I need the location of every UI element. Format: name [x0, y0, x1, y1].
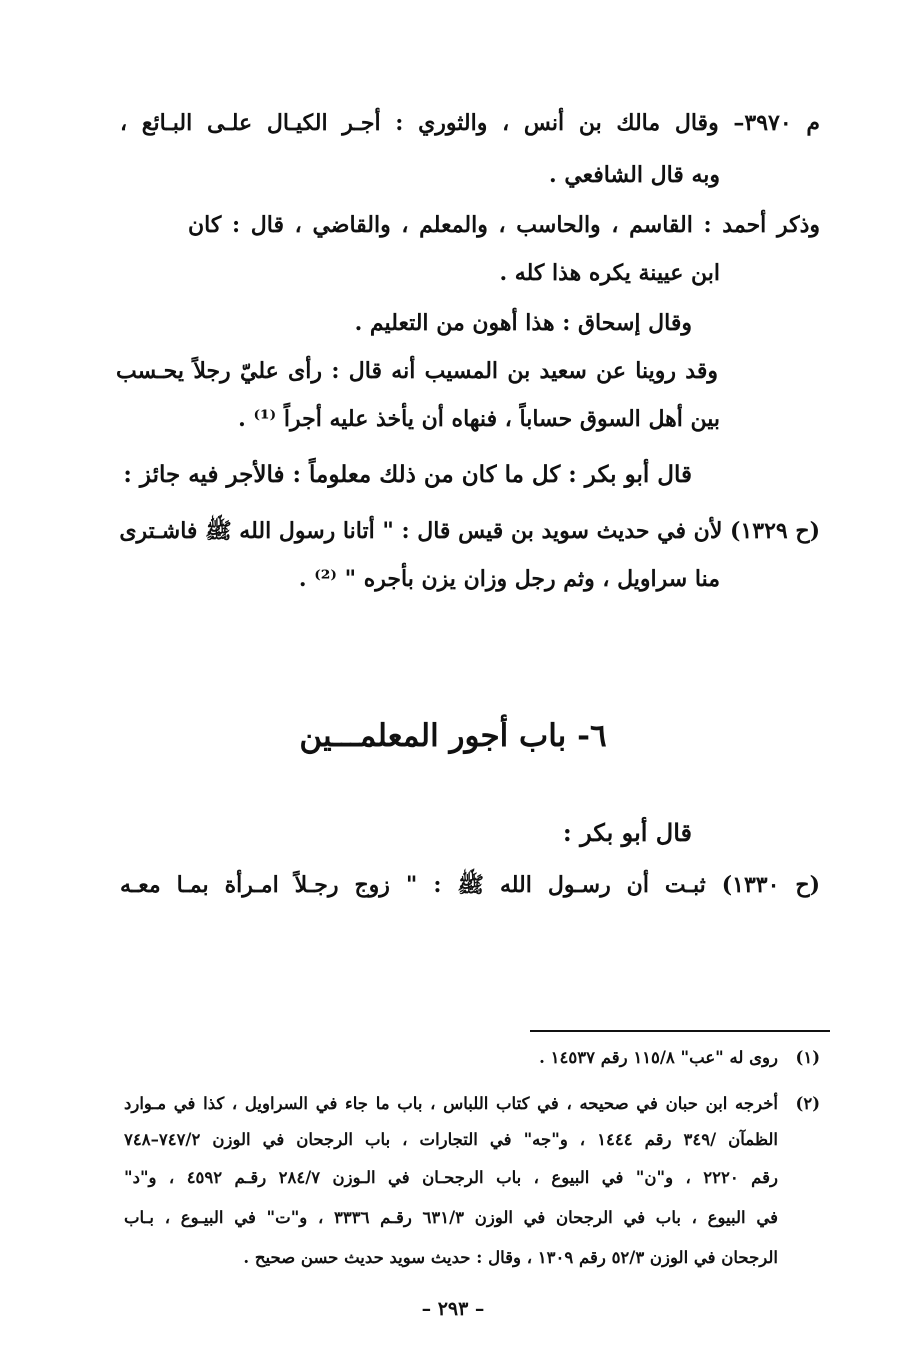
paragraph-2-line-1: وذكر أحمد : القاسم ، والحاسب ، والمعلم ، والقاضي ، قال : كان	[188, 212, 820, 238]
paragraph-5-line-1: قال أبو بكر : كل ما كان من ذلك معلوماً : فالأجر فيه جائز :	[123, 461, 692, 488]
paragraph-4-line-2: بين أهل السوق حساباً ، فنهاه أن يأخذ عليه أجراً ⁽¹⁾ .	[238, 406, 720, 432]
paragraph-1-line-1: م ٣٩٧٠– وقال مالك بن أنس ، والثوري : أجـر الكيـال علـى البـائع ،	[120, 110, 820, 136]
footnote-1-text: روى له "عب" ١١٥/٨ رقم ١٤٥٣٧ .	[539, 1048, 778, 1067]
footnote-separator	[530, 1030, 830, 1032]
footnote-2-number: (٢)	[795, 1094, 820, 1113]
paragraph-3-line-1: وقال إسحاق : هذا أهون من التعليم .	[354, 310, 692, 336]
footnote-1-number: (١)	[795, 1048, 820, 1067]
footnote-2-line-2: الظمآن /٣٤٩ رقم ١٤٤٤ ، و"جه" في التجارات ، باب الرجحان في الوزن ٧٤٧/٢–٧٤٨	[124, 1130, 778, 1149]
section-heading: ٦- باب أجور المعلمـــين	[299, 718, 607, 754]
paragraph-1-line-2: وبه قال الشافعي .	[549, 162, 720, 188]
paragraph-7-line-1: قال أبو بكر :	[562, 818, 692, 847]
page-number: – ٢٩٣ –	[421, 1298, 485, 1320]
footnote-2-line-1: أخرجه ابن حبان في صحيحه ، في كتاب اللباس ، باب ما جاء في السراويل ، كذا في مـوارد	[124, 1094, 778, 1113]
footnote-2-line-3: رقم ٢٢٢٠ ، و"ن" في البيوع ، باب الرجحـان في الـوزن ٢٨٤/٧ رقـم ٤٥٩٢ ، و"د"	[124, 1168, 778, 1187]
footnote-2-line-4: في البيوع ، باب في الرجحان في الوزن ٦٣١/٣ رقـم ٣٣٣٦ ، و"ت" في البيـوع ، بـاب	[124, 1208, 778, 1227]
paragraph-4-line-1: وقد روينا عن سعيد بن المسيب أنه قال : رأى عليّ رجلاً يحـسب	[116, 358, 718, 384]
paragraph-8-line-1: (ح ١٣٣٠) ثبـت أن رسـول الله ﷺ : " زوج رجـلاً امـرأة بمـا معـه	[120, 872, 820, 898]
paragraph-2-line-2: ابن عيينة يكره هذا كله .	[499, 260, 720, 286]
paragraph-6-line-1: (ح ١٣٢٩) لأن في حديث سويد بن قيس قال : " أتانا رسول الله ﷺ فاشـترى	[119, 518, 820, 544]
footnote-2-line-5: الرجحان في الوزن ٥٢/٣ رقم ١٣٠٩ ، وقال : حديث سويد حديث حسن صحيح .	[243, 1248, 778, 1267]
paragraph-6-line-2: منا سراويل ، وثم رجل وزان يزن بأجره " ⁽²⁾ .	[298, 566, 720, 592]
